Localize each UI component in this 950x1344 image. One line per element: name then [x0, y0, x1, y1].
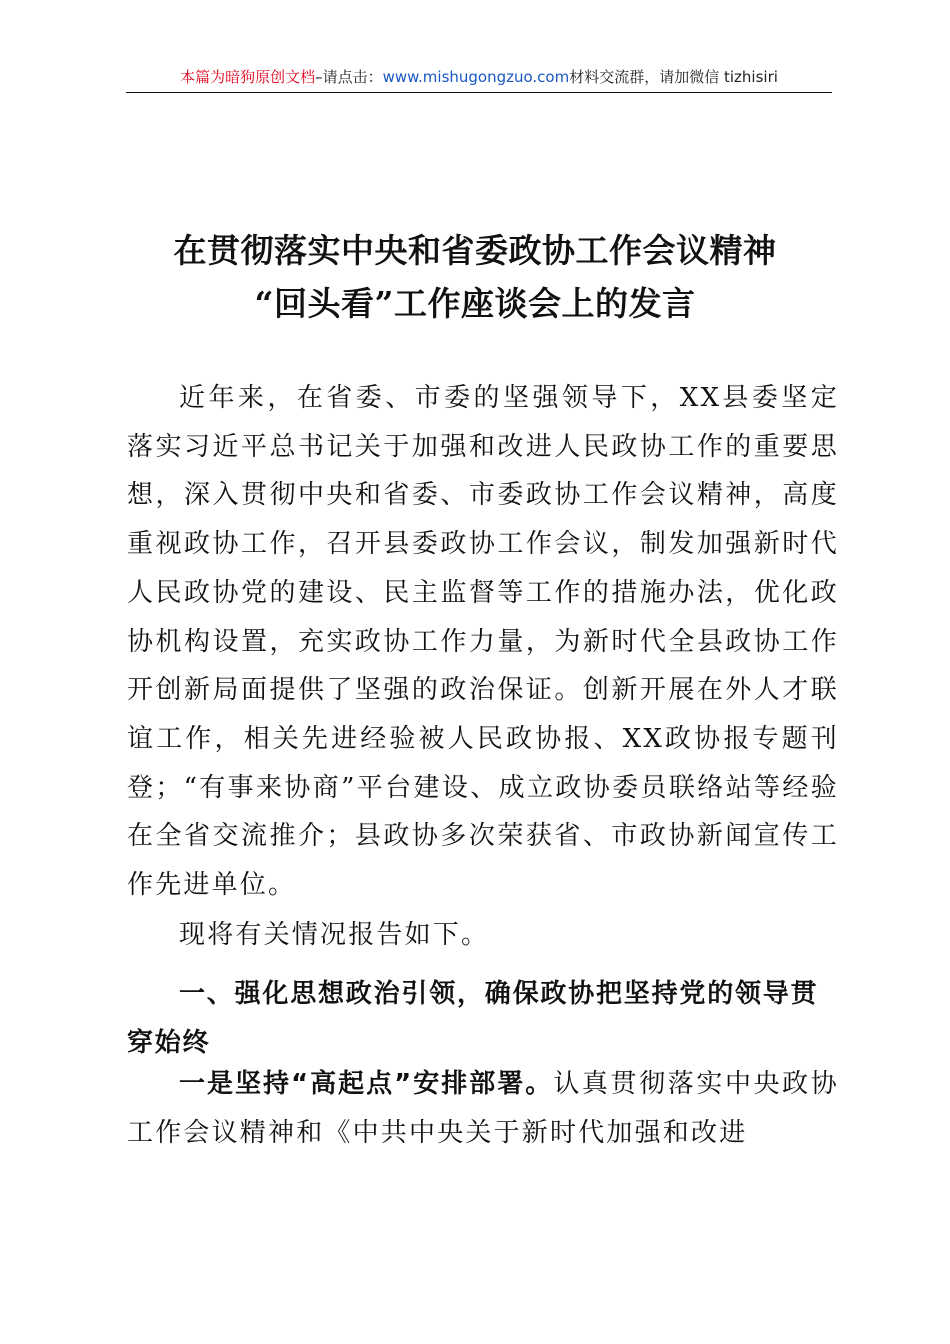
document-title-line-1: 在贯彻落实中央和省委政协工作会议精神 [173, 231, 777, 270]
point-body-text: 认真贯彻落实中央政协工作会议精神和《中共中央关于新时代加强和改进 [127, 1069, 839, 1148]
body-paragraph-report: 现将有关情况报告如下。 [179, 920, 490, 950]
document-title-line-2: “回头看”工作座谈会上的发言 [254, 284, 696, 323]
page-header [126, 62, 832, 93]
body-paragraph-point-1 [127, 1060, 839, 1157]
body-paragraph-intro: 近年来，在省委、市委的坚强领导下，XX县委坚定落实习近平总书记关于加强和改进人民政协工作的重要思想，深入贯彻中央和省委、市委政协工作会议精神，高度重视政协工作，召开县委政协工作会议，制发加强新时代人民政协党的建设、民主监督等工作的措施办法，优化政协机构设置，充实政协工作力量，为新时代全县政协工作开创新局面提供了坚强的政治保证。创新开展在外人才联谊工作，相关先进经验被人民政协报、XX政协报专题刊登；“有事来协商”平台建设、成立政协委员联络站等经验在全省交流推介；县政协多次荣获省、市政协新闻宣传工作先进单位。 [127, 383, 839, 901]
header-wechat-note: 材料交流群，请加微信 tizhisiri [569, 68, 778, 86]
header-original-notice: 本篇为暗狗原创文档 [180, 68, 316, 86]
section-heading-1: 一、强化思想政治引领，确保政协把坚持党的领导贯穿始终 [127, 979, 819, 1058]
header-website-link[interactable]: www.mishugongzuo.com [382, 68, 570, 86]
point-lead-text: 一是坚持“高起点”安排部署。 [179, 1069, 554, 1099]
header-click-prompt: –请点击： [315, 68, 383, 86]
